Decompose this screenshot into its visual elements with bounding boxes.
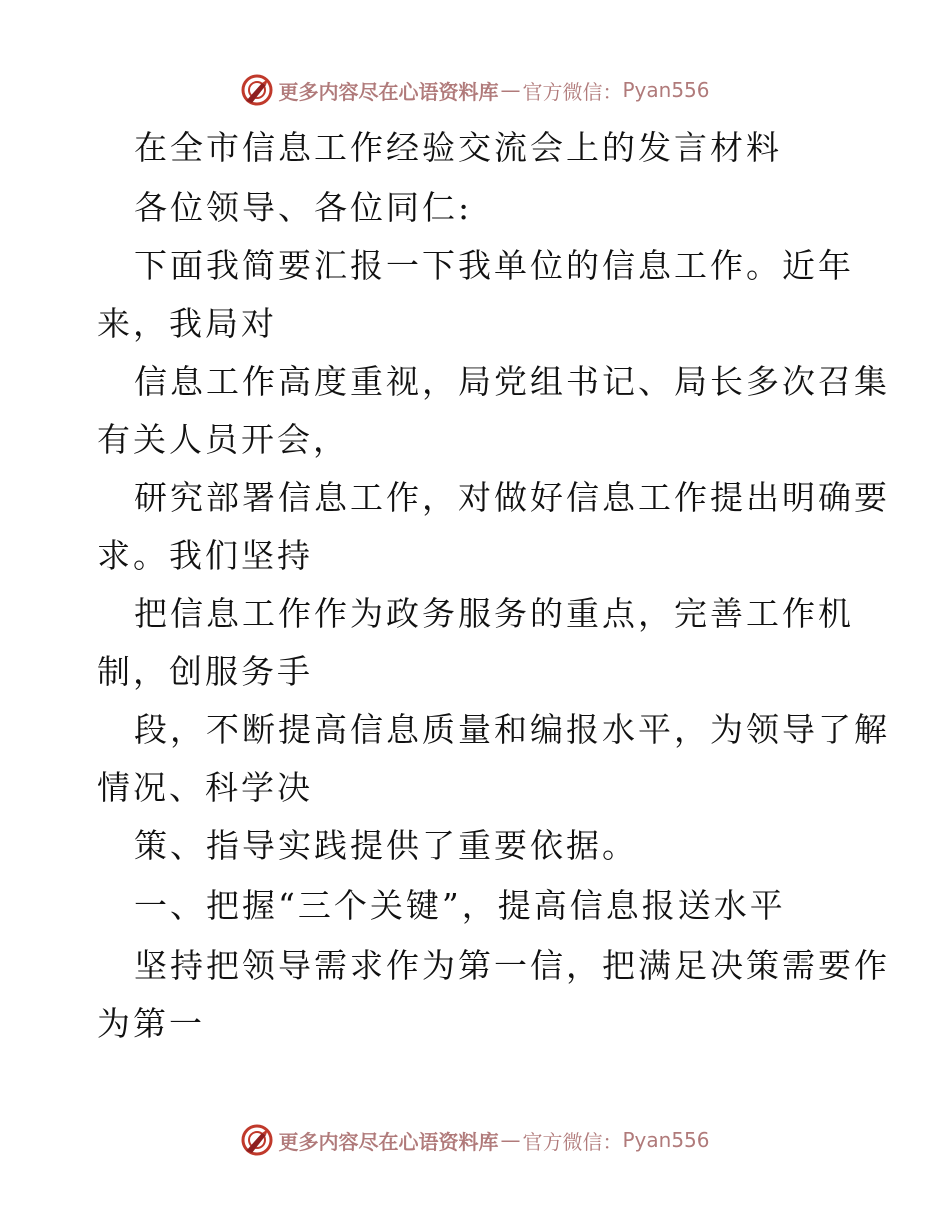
header-watermark xyxy=(0,68,950,112)
footer-dash: — xyxy=(500,1128,521,1152)
footer-watermark xyxy=(0,1118,950,1162)
footer-promo-text: 更多内容尽在心语资料库 xyxy=(278,1129,499,1154)
paragraph-line: 研究部署信息工作，对做好信息工作提出明确要 xyxy=(134,478,890,517)
paragraph-line: 制，创服务手 xyxy=(97,652,313,691)
footer-wechat-handle: Pyan556 xyxy=(622,1128,710,1152)
paragraph-line: 来，我局对 xyxy=(97,304,277,343)
header-wechat-handle: Pyan556 xyxy=(622,78,710,102)
salutation: 各位领导、各位同仁: xyxy=(134,188,473,227)
paragraph-line: 坚持把领导需求作为第一信，把满足决策需要作 xyxy=(134,946,890,985)
header-wechat-label: 官方微信： xyxy=(522,79,623,104)
paragraph-line: 信息工作高度重视，局党组书记、局长多次召集 xyxy=(134,362,890,401)
paragraph-line: 求。我们坚持 xyxy=(97,536,313,575)
paragraph-line: 有关人员开会， xyxy=(97,420,349,459)
brand-logo-icon xyxy=(240,73,274,107)
paragraph-line: 为第一 xyxy=(97,1004,205,1043)
paragraph-line: 策、指导实践提供了重要依据。 xyxy=(134,826,638,865)
paragraph-line: 情况、科学决 xyxy=(97,768,313,807)
brand-logo-icon xyxy=(240,1123,274,1157)
footer-wechat-label: 官方微信： xyxy=(522,1129,623,1154)
paragraph-line: 下面我简要汇报一下我单位的信息工作。近年 xyxy=(134,246,854,285)
document-title: 在全市信息工作经验交流会上的发言材料 xyxy=(134,128,782,167)
header-promo-text: 更多内容尽在心语资料库 xyxy=(278,79,499,104)
header-dash: — xyxy=(500,78,521,102)
section-heading: 一、把握“三个关键”，提高信息报送水平 xyxy=(134,886,786,925)
paragraph-line: 段，不断提高信息质量和编报水平，为领导了解 xyxy=(134,710,890,749)
paragraph-line: 把信息工作作为政务服务的重点，完善工作机 xyxy=(134,594,854,633)
